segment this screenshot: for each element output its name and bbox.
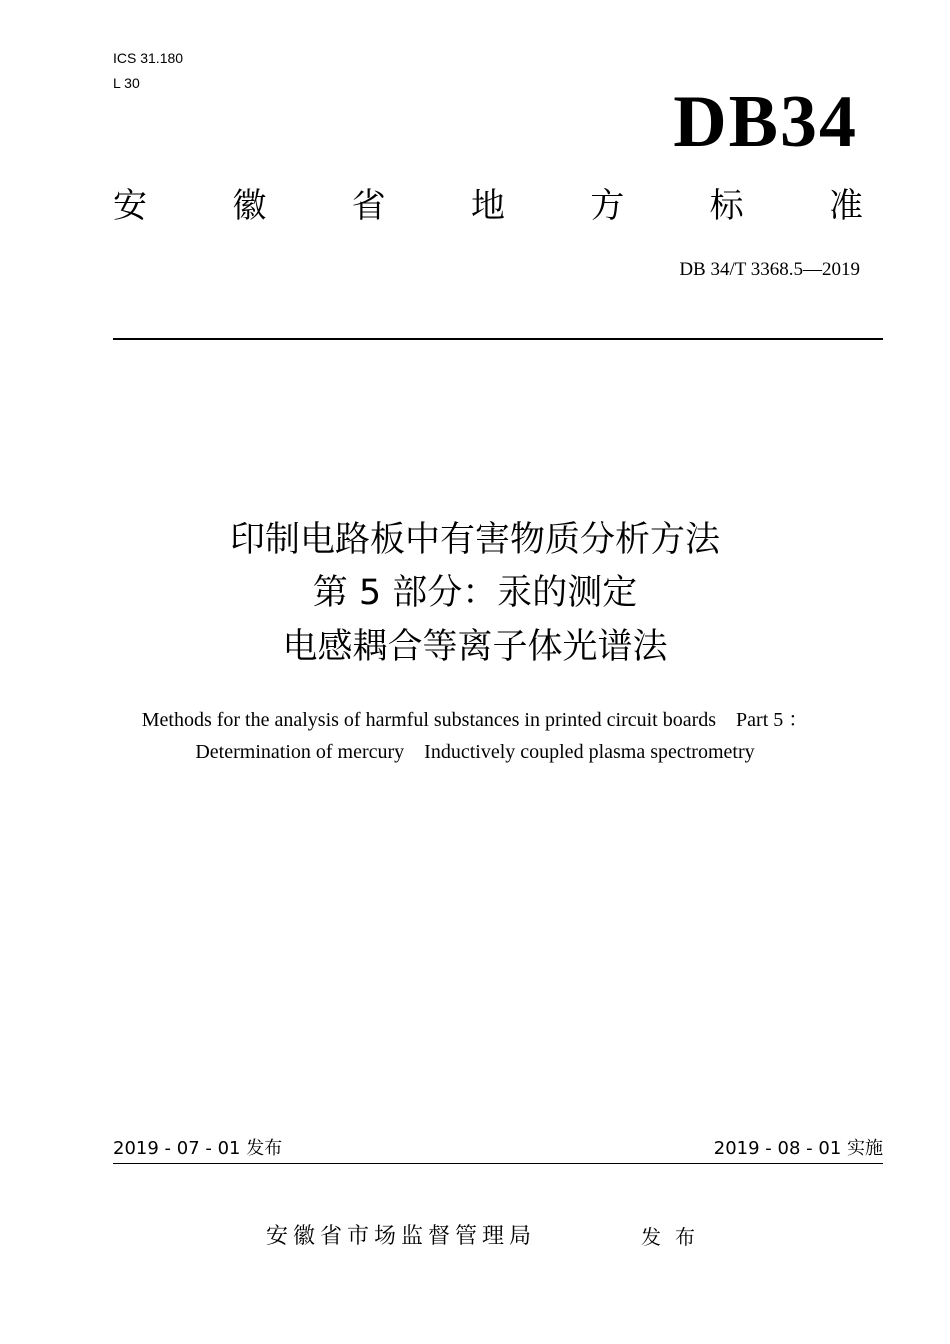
- standard-type-char: 标: [709, 186, 744, 226]
- standard-code-logo: DB34: [673, 81, 858, 163]
- standard-type-char: 安: [113, 186, 147, 226]
- issuing-authority: 安徽省市场监督管理局: [266, 1224, 537, 1249]
- issuing-action: 发布: [641, 1225, 709, 1249]
- bottom-divider: [113, 1163, 883, 1164]
- issue-date: 2019 - 07 - 01 发布: [113, 1138, 283, 1159]
- title-cn-line-2: 第 5 部分：汞的测定: [312, 573, 638, 613]
- standard-type-char: 准: [828, 186, 863, 226]
- standard-number: DB 34/T 3368.5—2019: [679, 259, 860, 280]
- standard-type-char: 徽: [232, 186, 267, 226]
- title-en-line-2: Determination of mercury Inductively coupled plasma spectrometry: [195, 741, 755, 763]
- standard-type-char: 地: [470, 186, 505, 226]
- standard-type-char: 方: [590, 186, 625, 226]
- top-divider: [113, 338, 883, 340]
- ics-code: ICS 31.180: [113, 50, 184, 66]
- title-en-line-1: Methods for the analysis of harmful substances in printed circuit boards Part 5 ：: [141, 709, 809, 731]
- implementation-date: 2019 - 08 - 01 实施: [713, 1138, 883, 1159]
- ccs-code: L 30: [113, 75, 140, 91]
- standard-type: [113, 184, 863, 228]
- title-cn-line-3: 电感耦合等离子体光谱法: [282, 627, 668, 667]
- standard-type-char: 省: [351, 186, 386, 226]
- title-cn-line-1: 印制电路板中有害物质分析方法: [229, 520, 720, 560]
